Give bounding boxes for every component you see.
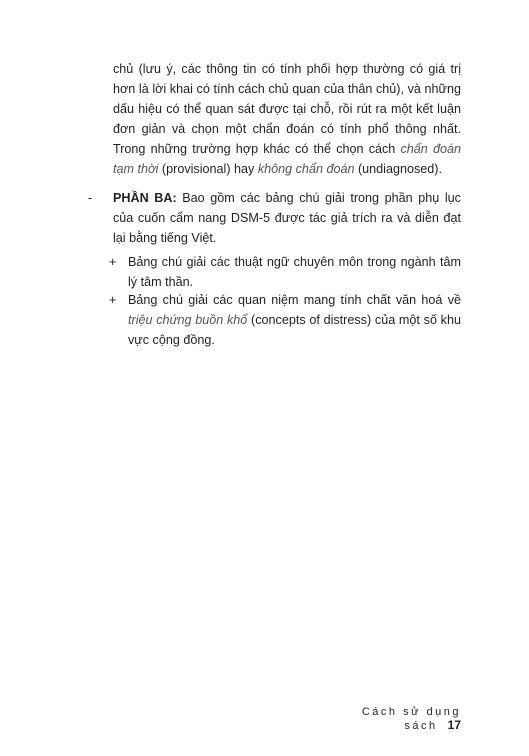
continuation-paragraph bbox=[113, 59, 461, 179]
list-item-text-end: (concepts of distress) của một số khu vực cộng đồng. bbox=[128, 313, 461, 347]
paragraph-text: chủ (lưu ý, các thông tin có tính phối hợp thường có giá trị hơn là lời khai có tính cách chủ quan của thân chủ), và những dấu hiệu có thể quan sát được tại chỗ, rồi rút ra một kết luận đơn giản và chọn một chẩn đoán có tính phổ thông nhất. Trong những trường hợp khác có thể chọn cách bbox=[113, 62, 461, 156]
list-item-text: Bảng chú giải các thuật ngữ chuyên môn trong ngành tâm lý tâm thần. bbox=[128, 255, 461, 289]
list-item bbox=[128, 290, 461, 350]
list-item-marker: + bbox=[109, 293, 117, 307]
page-number: 17 bbox=[447, 718, 461, 732]
paragraph-italic-undiagnosed: không chẩn đoán bbox=[257, 162, 355, 176]
section-heading: PHẦN BA: bbox=[113, 191, 177, 205]
section-dash-marker: - bbox=[88, 191, 93, 205]
section-text: Bao gồm các bảng chú giải trong phần phụ lục của cuốn cẩm nang DSM-5 được tác giả trích ra và diễn đạt lại bằng tiếng Việt. bbox=[113, 191, 461, 245]
list-item-italic-term: triệu chứng buồn khổ bbox=[128, 313, 248, 327]
paragraph-text-mid: (provisional) hay bbox=[158, 162, 258, 176]
list-item-marker: + bbox=[109, 255, 117, 269]
paragraph-italic-provisional: chẩn đoán tạm thời bbox=[113, 142, 461, 176]
page-footer bbox=[300, 706, 461, 732]
running-title: Cách sử dụng sách bbox=[361, 706, 461, 732]
list-item bbox=[128, 252, 461, 292]
paragraph-text-end: (undiagnosed). bbox=[354, 162, 442, 176]
list-item-text: Bảng chú giải các quan niệm mang tính chất văn hoá về bbox=[128, 293, 461, 307]
section-part-three bbox=[113, 188, 461, 248]
